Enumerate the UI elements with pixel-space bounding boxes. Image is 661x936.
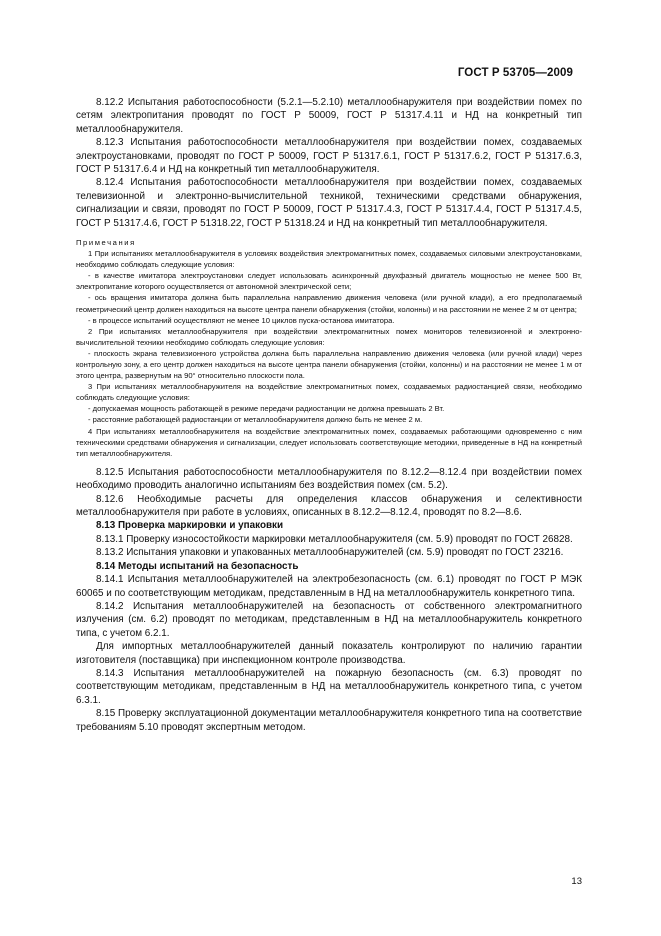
- notes-block: [76, 237, 582, 459]
- paragraph-8-13-2: 8.13.2 Испытания упаковки и упакованных металлообнаружителей (см. 5.9) проводят по ГОСТ 23216.: [96, 547, 564, 559]
- paragraph-8-12-3: 8.12.3 Испытания работоспособности металлообнаружителя при воздействии помех, создаваемых электроустановками, проводят по ГОСТ Р 50009, ГОСТ Р 51317.6.1, ГОСТ Р 51317.6.2, ГОСТ Р 51317.6.3, ГОСТ Р 51317.6.4 и НД на конкретный тип металлообнаружителя.: [76, 137, 582, 176]
- document-id-header: ГОСТ Р 53705—2009: [457, 67, 573, 79]
- paragraph-8-14-2: 8.14.2 Испытания металлообнаружителей на безопасность от собственного электромагнитного излучения (см. 6.2) проводят по методикам, представленным в НД на металлообнаружитель конкретного типа, с учетом 6.2.1.: [76, 600, 582, 639]
- page-number: 13: [571, 876, 582, 887]
- section-heading-8-14: 8.14 Методы испытаний на безопасность: [96, 560, 299, 572]
- section-heading-8-13: 8.13 Проверка маркировки и упаковки: [96, 520, 284, 532]
- note-item: - в качестве имитатора электроустановки следует использовать асинхронный двухфазный двигатель мощностью не менее 500 Вт, электропитание которого осуществляется от автономной электрической сети;: [76, 271, 582, 292]
- page-content: [76, 96, 582, 734]
- note-item: 1 При испытаниях металлообнаружителя в условиях воздействия электромагнитных помех, создаваемых силовыми электроустановками, необходимо соблюдать следующие условия:: [76, 249, 582, 270]
- notes-title: Примечания: [76, 238, 136, 248]
- paragraph-8-12-4: 8.12.4 Испытания работоспособности металлообнаружителя при воздействии помех, создаваемых телевизионной и электронно-вычислительной техникой, техническими средствами обнаружения, сигнализации и связи, проводят по ГОСТ Р 50009, ГОСТ Р 51317.4.3, ГОСТ Р 51317.4.4, ГОСТ Р 51317.4.5, ГОСТ Р 51317.4.6, ГОСТ Р 51318.22, ГОСТ Р 51318.24 и НД на конкретный тип металлообнаружителя.: [76, 177, 582, 229]
- note-item: - допускаемая мощность работающей в режиме передачи радиостанции не должна превышать 2 Вт.: [88, 404, 445, 414]
- paragraph-8-15: 8.15 Проверку эксплуатационной документации металлообнаружителя конкретного типа на соответствие требованиям 5.10 проводят экспертным методом.: [76, 708, 582, 733]
- paragraph-8-12-2: 8.12.2 Испытания работоспособности (5.2.1—5.2.10) металлообнаружителя при воздействии помех по сетям электропитания проводят по ГОСТ Р 50009, ГОСТ Р 51317.4.11 и НД на конкретный тип металлообнаружителя.: [76, 97, 582, 135]
- paragraph-8-14-1: 8.14.1 Испытания металлообнаружителей на электробезопасность (см. 6.1) проводят по ГОСТ Р МЭК 60065 и по соответствующим методикам, представленным в НД на металлообнаружитель конкретного типа.: [76, 574, 582, 599]
- note-item: 4 При испытаниях металлообнаружителя на воздействие электромагнитных помех, создаваемых работающими одновременно с ним техническими средствами обнаружения и сигнализации, следует использовать соответствующие методики, приведенные в НД на конкретный тип металлообнаружителя.: [76, 426, 582, 458]
- note-item: 2 При испытаниях металлообнаружителя при воздействии электромагнитных помех мониторов телевизионной и электронно-вычислительной техники необходимо соблюдать следующие условия:: [76, 326, 582, 347]
- note-item: - в процессе испытаний осуществляют не менее 10 циклов пуска-останова имитатора.: [88, 315, 395, 325]
- paragraph-8-12-6: 8.12.6 Необходимые расчеты для определения классов обнаружения и селективности металлообнаружителя при работе в условиях, описанных в 8.12.2—8.12.4, проводят по 8.2—8.6.: [76, 493, 582, 519]
- paragraph-import-note: Для импортных металлообнаружителей данный показатель контролируют по наличию гарантии изготовителя (поставщика) при инспекционном контроле производства.: [76, 641, 582, 666]
- paragraph-8-14-3: 8.14.3 Испытания металлообнаружителей на пожарную безопасность (см. 6.3) проводят по соответствующим методикам, представленным в НД на металлообнаружитель конкретного типа, с учетом 6.3.1.: [76, 667, 582, 706]
- note-item: - ось вращения имитатора должна быть параллельна направлению движения человека (или ручной клади), а его предполагаемый геометрический центр должен находиться на высоте центра панели обнаружения (стойки, колонны) и на расстоянии не менее 2 м от центра;: [76, 293, 582, 314]
- note-item: - расстояние работающей радиостанции от металлообнаружителя должно быть не менее 2 м.: [88, 415, 423, 425]
- paragraph-8-13-1: 8.13.1 Проверку износостойкости маркировки металлообнаружителя (см. 5.9) проводят по ГОСТ 26828.: [96, 533, 573, 545]
- bottom-section: [76, 466, 582, 734]
- note-item: 3 При испытаниях металлообнаружителя на воздействие электромагнитных помех, создаваемых радиостанцией связи, необходимо соблюдать следующие условия:: [76, 382, 582, 403]
- note-item: - плоскость экрана телевизионного устройства должна быть параллельна направлению движения человека (или ручной клади) через контрольную зону, а его центр должен находиться на высоте центра панели обнаружения (стойки, колонны) и на расстоянии не менее 1 м от этого центра, развернутым на 90° относительно плоскости пола.: [76, 348, 582, 381]
- paragraph-8-12-5: 8.12.5 Испытания работоспособности металлообнаружителя по 8.12.2—8.12.4 при воздействии помех необходимо проводить аналогично испытаниям без воздействия помех (см. 5.2).: [76, 466, 582, 492]
